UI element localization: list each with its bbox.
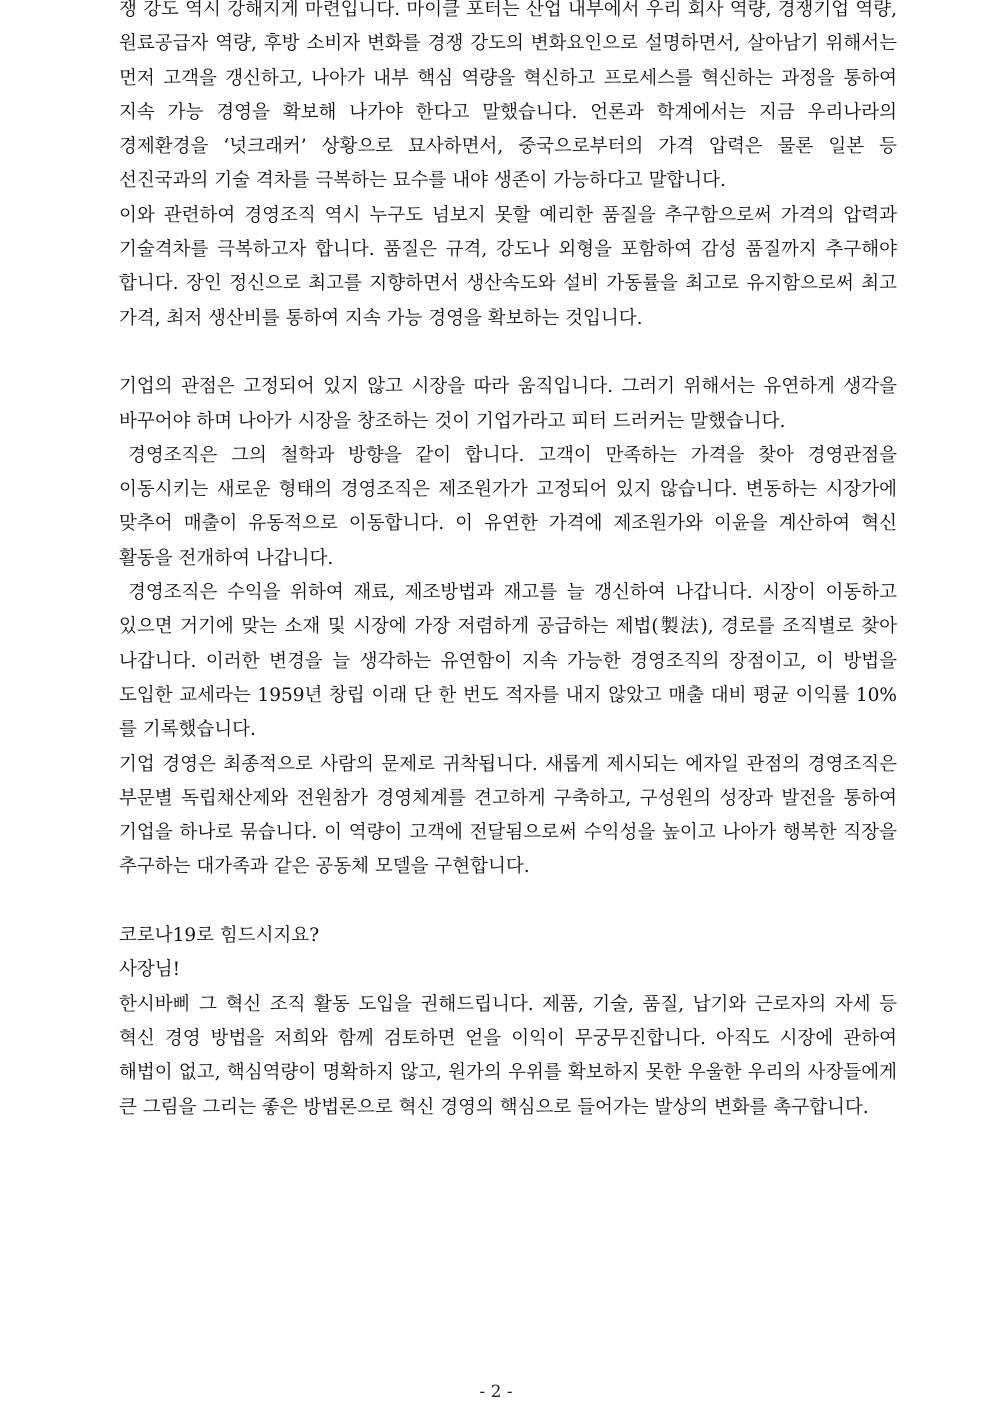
blank-line — [119, 885, 897, 919]
paragraph-kyocera: 경영조직은 수익을 위하여 재료, 제조방법과 재고를 늘 갱신하여 나갑니다. 시장이 이동하고 있으면 거기에 맞는 소재 및 시장에 가장 저렴하게 공급하는 제법(製法), 경로를 조직별로 찾아 나갑니다. 이러한 변경을 늘 생각하는 유연함이 지속 가능한 경영조직의 장점이고, 이 방법을 도입한 교세라는 1959년 창립 이래 단 한 번도 적자를 내지 않았고 매출 대비 평균 이익률 10%를 기록했습니다. — [119, 582, 897, 741]
paragraph-recommendation: 한시바삐 그 혁신 조직 활동 도입을 권해드립니다. 제품, 기술, 품질, 납기와 근로자의 자세 등 혁신 경영 방법을 저희와 함께 검토하면 얻을 이익이 무궁무진합니다. 아직도 시장에 관하여 해법이 없고, 핵심역량이 명확하지 않고, 원가의 우위를 확보하지 못한 우울한 우리의 사장들에게 큰 그림을 그리는 좋은 방법론으로 혁신 경영의 핵심으로 들어가는 발상의 변화를 촉구합니다. — [119, 993, 897, 1118]
paragraph-quality: 이와 관련하여 경영조직 역시 누구도 넘보지 못할 예리한 품질을 추구함으로써 가격의 압력과 기술격차를 극복하고자 합니다. 품질은 규격, 강도나 외형을 포함하여 감성 품질까지 추구해야 합니다. 장인 정신으로 최고를 지향하면서 생산속도와 설비 가동률을 최고로 유지함으로써 최고 가격, 최저 생산비를 통하여 지속 가능 경영을 확보하는 것입니다. — [119, 204, 897, 329]
paragraph-porter: 쟁 강도 역시 강해지게 마련입니다. 마이클 포터는 산업 내부에서 우리 회사 역량, 경쟁기업 역량, 원료공급자 역량, 후방 소비자 변화를 경쟁 강도의 변화요인으로 설명하면서, 살아남기 위해서는 먼저 고객을 갱신하고, 나아가 내부 핵심 역량을 혁신하고 프로세스를 혁신하는 과정을 통하여 지속 가능 경영을 확보해 나가야 한다고 말했습니다. 언론과 학계에서는 지금 우리나라의 경제환경을 ‘넛크래커’ 상황으로 묘사하면서, 중국으로부터의 가격 압력은 물론 일본 등 선진국과의 기술 격차를 극복하는 묘수를 내야 생존이 가능하다고 말합니다. — [119, 0, 897, 192]
paragraph-flexible-price: 경영조직은 그의 철학과 방향을 같이 합니다. 고객이 만족하는 가격을 찾아 경영관점을 이동시키는 새로운 형태의 경영조직은 제조원가가 고정되어 있지 않습니다. 변동하는 시장가에 맞추어 매출이 유동적으로 이동합니다. 이 유연한 가격에 제조원가와 이윤을 계산하여 혁신 활동을 전개하여 나갑니다. — [119, 444, 897, 569]
paragraph-people: 기업 경영은 최종적으로 사람의 문제로 귀착됩니다. 새롭게 제시되는 에자일 관점의 경영조직은 부문별 독립채산제와 전원참가 경영체계를 견고하게 구축하고, 구성원의 성장과 발전을 통하여 기업을 하나로 묶습니다. 이 역량이 고객에 전달됨으로써 수익성을 높이고 나아가 행복한 직장을 추구하는 대가족과 같은 공동체 모델을 구현합니다. — [119, 753, 897, 878]
paragraph-drucker: 기업의 관점은 고정되어 있지 않고 시장을 따라 움직입니다. 그러기 위해서는 유연하게 생각을 바꾸어야 하며 나아가 시장을 창조하는 것이 기업가라고 피터 드러커는 말했습니다. — [119, 376, 897, 432]
paragraph-covid-question: 코로나19로 힘드시지요? — [119, 925, 320, 947]
body-text — [119, 0, 897, 1125]
paragraph-salutation: 사장님! — [119, 959, 181, 981]
blank-line — [119, 336, 897, 370]
page-number: - 2 - — [479, 1382, 513, 1402]
